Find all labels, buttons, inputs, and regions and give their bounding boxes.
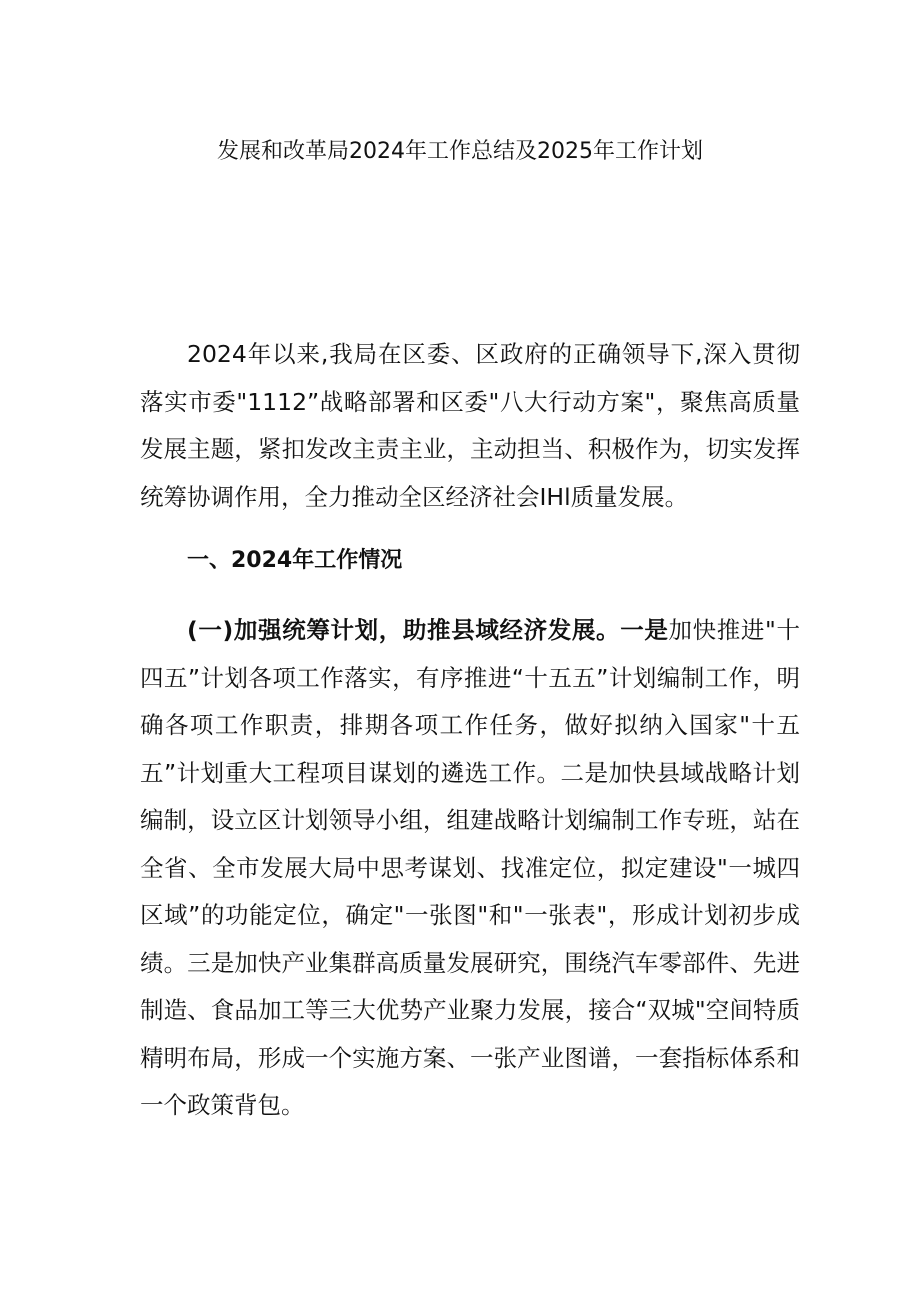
section-heading: 一、2024年工作情况 <box>187 548 403 573</box>
intro-paragraph: 2024年以来,我局在区委、区政府的正确领导下,深入贯彻落实市委"1112”战略部署和区委"八大行动方案"，聚焦高质量发展主题，紧扣发改主责主业，主动担当、积极作为，切实发挥统筹协调作用，全力推动全区经济社会IHl质量发展。 <box>140 340 800 511</box>
item-body: 加快推进"十四五”计划各项工作落实，有序推进“十五五”计划编制工作，明确各项工作职责，排期各项工作任务，做好拟纳入国家"十五五”计划重大工程项目谋划的遴选工作。二是加快县域战略计划编制，设立区计划领导小组，组建战略计划编制工作专班，站在全省、全市发展大局中思考谋划、找准定位，拟定建设"一城四区域”的功能定位，确定"一张图"和"一张表"，形成计划初步成绩。三是加快产业集群高质量发展研究，围绕汽车零部件、先进制造、食品加工等三大优势产业聚力发展，接合“双城"空间特质精明布局，形成一个实施方案、一张产业图谱，一套指标体系和一个政策背包。 <box>140 616 801 1119</box>
document-title: 发展和改革局2024年工作总结及2025年工作计划 <box>217 139 703 164</box>
item-lead: 一是 <box>620 616 669 644</box>
section-paragraph <box>140 607 800 1130</box>
item-heading: (一)加强统筹计划，助推县域经济发展。 <box>187 616 621 644</box>
